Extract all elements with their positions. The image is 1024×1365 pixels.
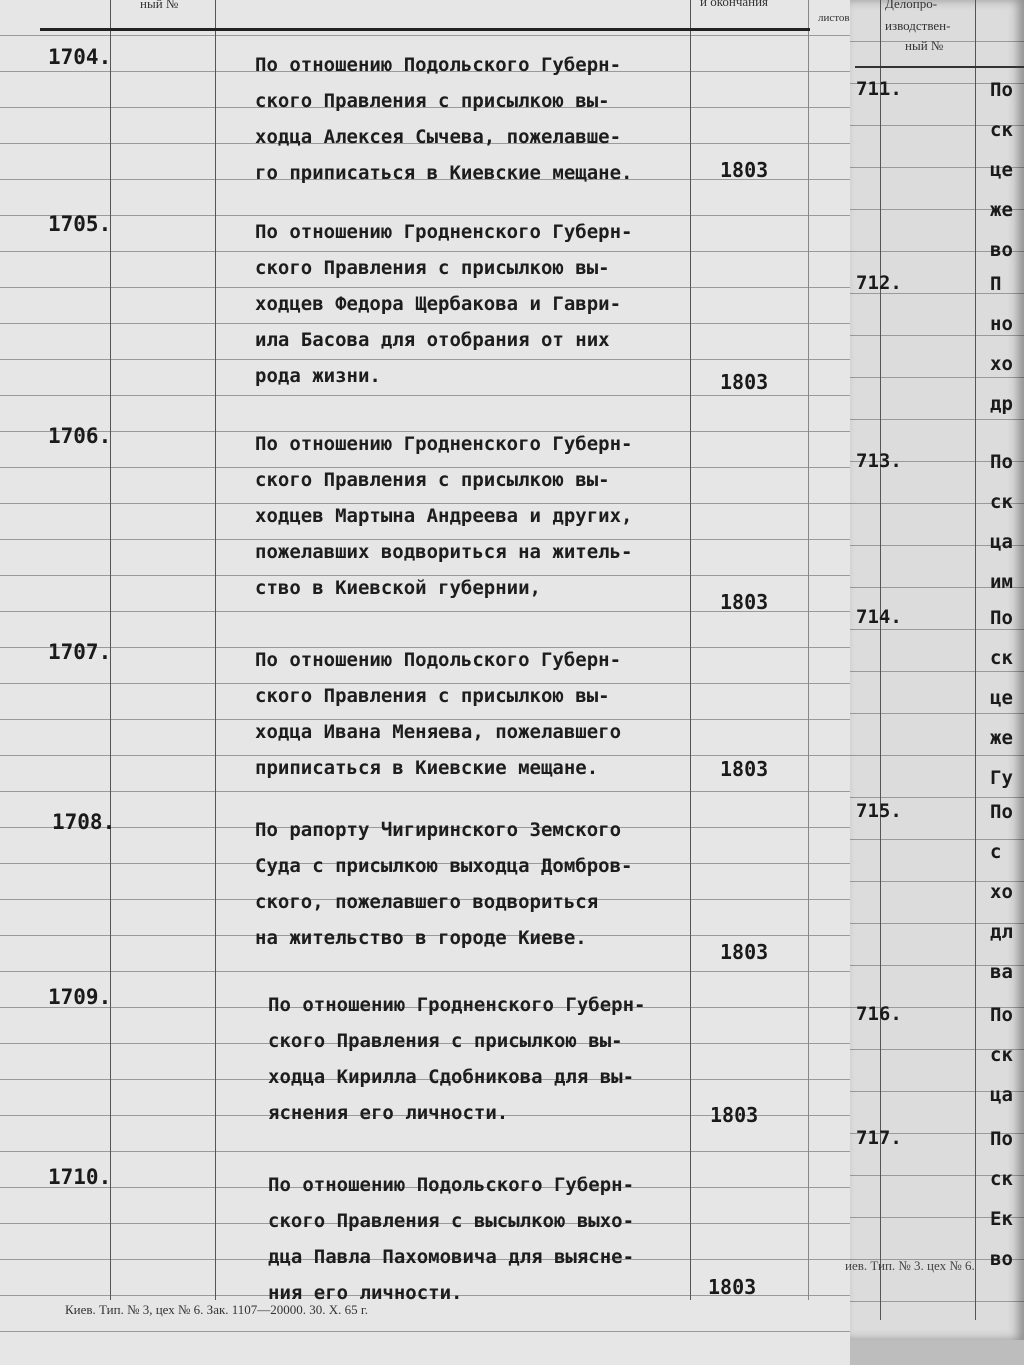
- entry-line: на жительство в городе Киеве.: [255, 927, 587, 949]
- right-entry-number: 716.: [856, 1003, 902, 1025]
- right-entry-number: 715.: [856, 800, 902, 822]
- entry-description: [255, 214, 633, 394]
- right-entry-line: ск: [990, 1044, 1013, 1066]
- entry-line: ство в Киевской губернии,: [255, 577, 541, 599]
- entry-line: дца Павла Пахомовича для выясне-: [268, 1246, 635, 1268]
- right-entry-line: По: [990, 1004, 1013, 1026]
- column-divider: [880, 0, 881, 1320]
- entry-description: [268, 987, 646, 1131]
- entry-line: ходца Кирилла Сдобникова для вы-: [268, 1066, 635, 1088]
- column-divider: [690, 0, 691, 1300]
- entry-year: 1803: [720, 590, 769, 614]
- right-entry-line: ца: [990, 1084, 1013, 1106]
- entry-line: пожелавших водвориться на житель-: [255, 541, 633, 563]
- right-entry-line: П: [990, 273, 1002, 295]
- right-entry-line: По: [990, 451, 1013, 473]
- entry-line: По отношению Подольского Губерн-: [268, 1174, 635, 1196]
- print-footer: Киев. Тип. № 3, цех № 6. Зак. 1107—20000. 30. X. 65 г.: [65, 1302, 369, 1317]
- entry-number: 1707.: [48, 640, 112, 664]
- right-entry-line: це: [990, 687, 1013, 709]
- right-entry-line: По: [990, 801, 1013, 823]
- right-entry-line: Ек: [990, 1208, 1013, 1230]
- right-entry-line: но: [990, 313, 1013, 335]
- entry-line: ского Правления с высылкою выхо-: [268, 1210, 635, 1232]
- header-rule-right: [855, 66, 1024, 68]
- header-rule: [40, 28, 810, 31]
- entry-line: ского Правления с присылкою вы-: [255, 90, 610, 112]
- entry-description: [255, 47, 633, 191]
- entry-line: По отношению Подольского Губерн-: [255, 649, 622, 671]
- right-entry-line: По: [990, 607, 1013, 629]
- column-divider: [975, 0, 976, 1320]
- entry-line: По отношению Гродненского Губерн-: [255, 433, 633, 455]
- right-entry-line: це: [990, 159, 1013, 181]
- right-entry-line: им: [990, 571, 1013, 593]
- header-dates: и окончания: [700, 0, 769, 9]
- entry-line: По отношению Гродненского Губерн-: [268, 994, 646, 1016]
- entry-line: По отношению Гродненского Губерн-: [255, 221, 633, 243]
- right-entry-line: ск: [990, 491, 1013, 513]
- entry-line: ского Правления с присылкою вы-: [268, 1030, 623, 1052]
- right-entry-line: По: [990, 79, 1013, 101]
- entry-line: ского, пожелавшего водвориться: [255, 891, 599, 913]
- entry-number: 1704.: [48, 45, 112, 69]
- right-entry-line: дл: [990, 921, 1013, 943]
- entry-line: рода жизни.: [255, 365, 381, 387]
- right-entry-text: [990, 995, 1013, 1115]
- entry-description: [255, 812, 633, 956]
- right-entry-line: др: [990, 393, 1013, 415]
- header-office-3: ный №: [905, 38, 944, 53]
- entry-year: 1803: [720, 757, 769, 781]
- entry-number: 1710.: [48, 1165, 112, 1189]
- right-entry-line: с: [990, 841, 1002, 863]
- right-entry-line: хо: [990, 353, 1013, 375]
- right-entry-line: ск: [990, 119, 1013, 141]
- entry-line: По рапорту Чигиринского Земского: [255, 819, 622, 841]
- entry-line: яснения его личности.: [268, 1102, 509, 1124]
- right-entry-text: [990, 264, 1013, 424]
- entry-number: 1705.: [48, 212, 112, 236]
- right-entry-line: Гу: [990, 767, 1013, 789]
- entry-year: 1803: [720, 158, 769, 182]
- right-entry-number: 714.: [856, 606, 902, 628]
- header-sheets: листов: [818, 12, 850, 24]
- column-divider: [215, 0, 216, 1300]
- right-entry-number: 717.: [856, 1127, 902, 1149]
- right-entry-line: же: [990, 199, 1013, 221]
- right-entry-line: По: [990, 1128, 1013, 1150]
- entry-year: 1803: [720, 370, 769, 394]
- right-entry-line: ск: [990, 1168, 1013, 1190]
- entry-line: ходцев Федора Щербакова и Гаври-: [255, 293, 622, 315]
- entry-line: ния его личности.: [268, 1282, 463, 1304]
- right-entry-text: [990, 442, 1013, 602]
- header-office-2: изводствен-: [885, 18, 951, 33]
- entry-description: [268, 1167, 634, 1311]
- entry-line: По отношению Подольского Губерн-: [255, 54, 622, 76]
- right-entry-number: 713.: [856, 450, 902, 472]
- right-entry-line: ца: [990, 531, 1013, 553]
- right-entry-text: [990, 792, 1013, 992]
- header-number: ный №: [140, 0, 179, 11]
- entry-year: 1803: [708, 1275, 757, 1299]
- entry-year: 1803: [710, 1103, 759, 1127]
- page-edge: [808, 0, 809, 1300]
- entry-line: Суда с присылкою выходца Домбров-: [255, 855, 633, 877]
- right-entry-number: 712.: [856, 272, 902, 294]
- entry-line: приписаться в Киевские мещане.: [255, 757, 599, 779]
- entry-line: ходцев Мартына Андреева и других,: [255, 505, 633, 527]
- entry-line: ского Правления с присылкою вы-: [255, 685, 610, 707]
- entry-number: 1706.: [48, 424, 112, 448]
- entry-line: ского Правления с присылкою вы-: [255, 257, 610, 279]
- right-entry-line: во: [990, 239, 1013, 261]
- entry-description: [255, 426, 633, 606]
- right-entry-line: ва: [990, 961, 1013, 983]
- header-office-1: Делопро-: [885, 0, 938, 11]
- entry-number: 1709.: [48, 985, 112, 1009]
- right-entry-line: во: [990, 1248, 1013, 1270]
- right-entry-line: хо: [990, 881, 1013, 903]
- entry-line: ходца Ивана Меняева, пожелавшего: [255, 721, 622, 743]
- entry-line: ила Басова для отобрания от них: [255, 329, 610, 351]
- entry-description: [255, 642, 621, 786]
- right-entry-text: [990, 70, 1013, 270]
- right-entry-line: же: [990, 727, 1013, 749]
- right-entry-text: [990, 598, 1013, 798]
- right-entry-text: [990, 1119, 1013, 1279]
- right-entry-number: 711.: [856, 78, 902, 100]
- entry-line: ходца Алексея Сычева, пожелавше-: [255, 126, 622, 148]
- entry-line: го приписаться в Киевские мещане.: [255, 162, 633, 184]
- entry-line: ского Правления с присылкою вы-: [255, 469, 610, 491]
- right-print-footer: иев. Тип. № 3. цех № 6.: [845, 1258, 975, 1273]
- right-entry-line: ск: [990, 647, 1013, 669]
- entry-year: 1803: [720, 940, 769, 964]
- entry-number: 1708.: [52, 810, 116, 834]
